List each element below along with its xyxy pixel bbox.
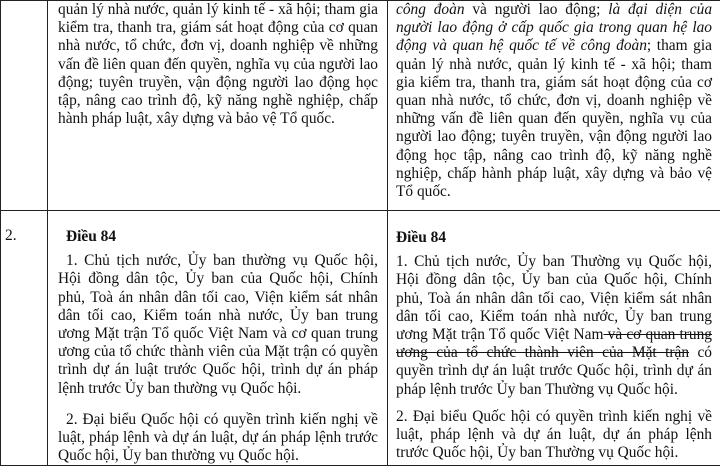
proposed-text-part: và người lao động; [464, 1, 609, 18]
proposed-text-cell [388, 211, 720, 466]
table-row [1, 211, 720, 466]
proposed-italic-lead: công đoàn [396, 1, 465, 18]
proposed-italic-amendment: là đại diện của người lao động ở cấp quốc gia trong quan hệ lao động và quan hệ quốc tế về công đoàn [396, 1, 713, 55]
clause-1 [396, 253, 712, 399]
current-text-cell [48, 211, 388, 466]
article-heading: Điều 84 [396, 229, 447, 246]
article-heading: Điều 84 [66, 228, 117, 245]
row-number: 2. [5, 227, 17, 244]
current-text: quản lý nhà nước, quản lý kinh tế - xã hội; tham gia kiểm tra, thanh tra, giám sát hoạt động của cơ quan nhà nước, tổ chức, đơn vị, doanh nghiệp về những vấn đề liên quan đến quyền, nghĩa vụ của người lao động; tuyên truyền, vận động người lao động học tập, nâng cao trình độ, kỹ năng nghề nghiệp, chấp hành pháp luật, xây dựng và bảo vệ Tổ quốc. [58, 1, 378, 128]
table-row [1, 1, 720, 211]
clause-2: 2. Đại biểu Quốc hội có quyền trình kiến nghị về luật, pháp lệnh và dự án luật, dự án pháp lệnh trước Quốc hội, Ủy ban thường vụ Quốc hội. [58, 410, 378, 465]
row-number-cell [1, 211, 48, 466]
deleted-text: và cơ quan trung ương của tổ chức thành viên của Mặt trận [396, 326, 713, 362]
clause-1-text-end: có quyền trình dự án luật trước Quốc hội, trình dự án pháp lệnh trước Ủy ban Thường vụ Quốc hội. [396, 344, 712, 398]
proposed-text-part: ; tham gia quản lý nhà nước, quản lý kinh tế - xã hội; tham gia kiểm tra, thanh tra, giám sát hoạt động của cơ quan nhà nước, tổ chức, đơn vị, doanh nghiệp về những vấn đề liên quan đến quyền, nghĩa vụ của người lao động; tuyên truyền, vận động người lao động học tập, nâng cao trình độ, kỹ năng nghề nghiệp, chấp hành pháp luật, xây dựng và bảo vệ Tổ quốc. [396, 37, 712, 201]
clause-1: 1. Chủ tịch nước, Ủy ban thường vụ Quốc hội, Hội đồng dân tộc, Ủy ban của Quốc hội, Chính phủ, Toà án nhân dân tối cao, Viện kiểm sát nhân dân tối cao, Kiểm toán nhà nước, Ủy ban trung ương Mặt trận Tổ quốc Việt Nam và cơ quan trung ương của tổ chức thành viên của Mặt trận có quyền trình dự án luật trước Quốc hội, trình dự án pháp lệnh trước Ủy ban thường vụ Quốc hội. [58, 252, 378, 397]
clause-2: 2. Đại biểu Quốc hội có quyền trình kiến nghị về luật, pháp lệnh và dự án luật, dự án pháp lệnh trước Quốc hội, Ủy ban Thường vụ Quốc hội. [396, 407, 712, 462]
current-text-cell [48, 1, 388, 211]
proposed-text-cell [388, 1, 720, 211]
row-number-cell [1, 1, 48, 211]
clause-1-text: 1. Chủ tịch nước, Ủy ban Thường vụ Quốc hội, Hội đồng dân tộc, Ủy ban của Quốc hội, Chính phủ, Toà án nhân dân tối cao, Viện kiểm sát nhân dân tối cao, Kiểm toán nhà nước, Ủy ban trung ương Mặt trận Tổ quốc Việt Nam [396, 253, 712, 344]
